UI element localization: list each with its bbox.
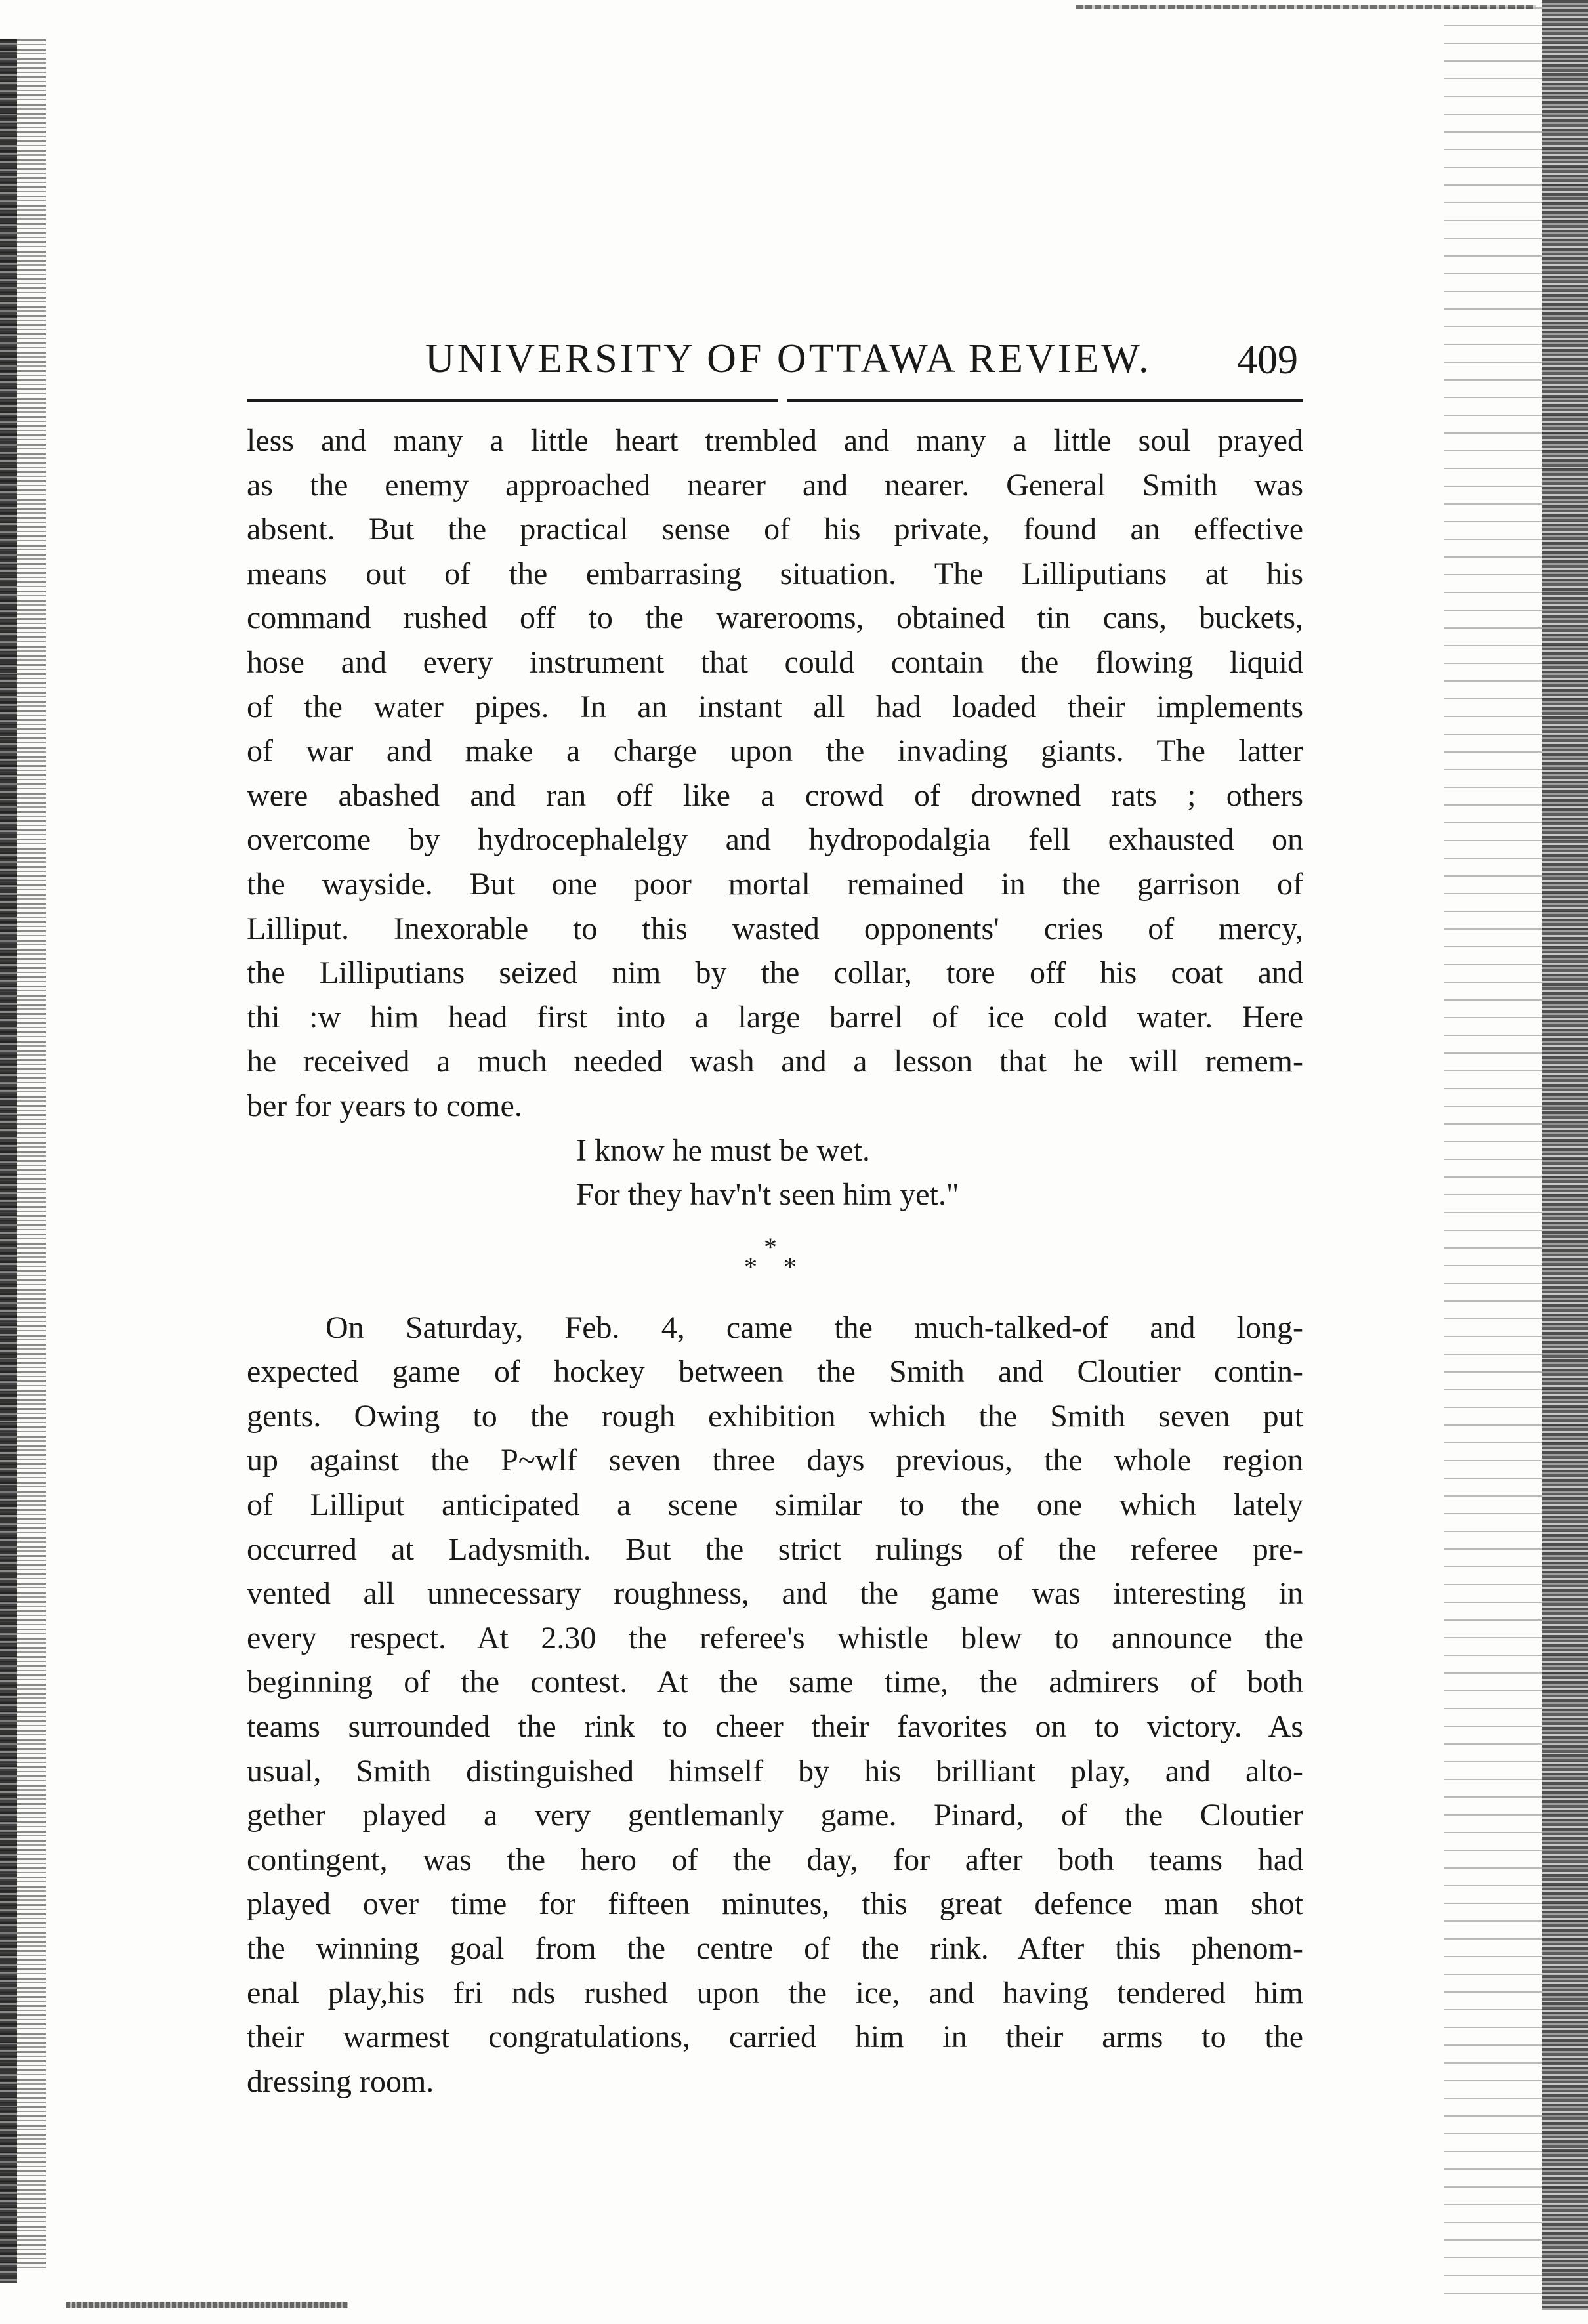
text-line: hose and every instrument that could contain the flowing liquid [247, 644, 1303, 680]
text-line: every respect. At 2.30 the referee's whistle blew to announce the [247, 1620, 1303, 1655]
text-line: On Saturday, Feb. 4, came the much-talked-of and long- [325, 1310, 1303, 1345]
header-rule-left [247, 399, 778, 402]
text-line: the winning goal from the centre of the rink. After this phenom- [247, 1931, 1303, 1966]
text-line: as the enemy approached nearer and nearer. General Smith was [247, 467, 1303, 503]
text-line: ber for years to come. [247, 1088, 522, 1123]
running-head [247, 328, 1303, 381]
text-line: means out of the embarrasing situation. The Lilliputians at his [247, 556, 1303, 591]
scan-binding-shadow-right [1542, 0, 1588, 2310]
text-line: gether played a very gentlemanly game. Pinard, of the Cloutier [247, 1798, 1303, 1833]
page-number: 409 [1237, 338, 1298, 383]
scan-artifact-top [1076, 5, 1536, 9]
text-line: were abashed and ran off like a crowd of drowned rats ; others [247, 778, 1303, 813]
text-line: thi :w him head first into a large barrel of ice cold water. Here [247, 999, 1303, 1035]
text-line: absent. But the practical sense of his private, found an effective [247, 512, 1303, 547]
verse-line: For they hav'n't seen him yet." [576, 1177, 959, 1213]
header-rule-right [787, 399, 1303, 402]
text-line: the wayside. But one poor mortal remained in the garrison of [247, 866, 1303, 902]
body-text [247, 419, 1303, 2104]
text-line: enal play,his fri nds rushed upon the ice, and having tendered him [247, 1975, 1303, 2010]
text-line: command rushed off to the warerooms, obtained tin cans, buckets, [247, 600, 1303, 636]
text-line: contingent, was the hero of the day, for after both teams had [247, 1842, 1303, 1877]
text-line: their warmest congratulations, carried him in their arms to the [247, 2020, 1303, 2055]
text-line: usual, Smith distinguished himself by his brilliant play, and alto- [247, 1753, 1303, 1789]
text-line: played over time for fifteen minutes, this great defence man shot [247, 1886, 1303, 1922]
verse-line: I know he must be wet. [576, 1132, 870, 1168]
text-line: occurred at Ladysmith. But the strict rulings of the referee pre- [247, 1531, 1303, 1567]
text-line: beginning of the contest. At the same time, the admirers of both [247, 1665, 1303, 1700]
text-line: less and many a little heart trembled and many a little soul prayed [247, 423, 1303, 458]
text-line: gents. Owing to the rough exhibition which the Smith seven put [247, 1398, 1303, 1434]
text-line: he received a much needed wash and a lesson that he will remem- [247, 1044, 1303, 1079]
text-line: the Lilliputians seized nim by the collar, tore off his coat and [247, 955, 1303, 991]
scan-binding-shadow-left [0, 39, 17, 2283]
section-asterism [247, 1217, 1303, 1306]
text-line: of war and make a charge upon the invading giants. The latter [247, 734, 1303, 769]
asterism-star: * [764, 1232, 777, 1262]
text-line: up against the P~wlf seven three days previous, the whole region [247, 1443, 1303, 1478]
text-line: dressing room. [247, 2064, 434, 2099]
text-line: teams surrounded the rink to cheer their favorites on to victory. As [247, 1709, 1303, 1745]
text-line: Lilliput. Inexorable to this wasted opponents' cries of mercy, [247, 911, 1303, 946]
verse-quote [247, 1129, 1303, 1217]
scan-artifact-bottom [66, 2302, 348, 2308]
asterism-star: * [744, 1251, 757, 1281]
text-line: of the water pipes. In an instant all had loaded their implements [247, 689, 1303, 724]
paragraph-2 [247, 1306, 1303, 2104]
paragraph-1 [247, 419, 1303, 1129]
text-line: expected game of hockey between the Smith and Cloutier contin- [247, 1354, 1303, 1390]
text-line: of Lilliput anticipated a scene similar to the one which lately [247, 1487, 1303, 1523]
asterism-star: * [784, 1251, 797, 1281]
journal-title: UNIVERSITY OF OTTAWA REVIEW. [425, 337, 1152, 381]
text-line: vented all unnecessary roughness, and the game was interesting in [247, 1576, 1303, 1611]
text-line: overcome by hydrocephalelgy and hydropodalgia fell exhausted on [247, 822, 1303, 858]
